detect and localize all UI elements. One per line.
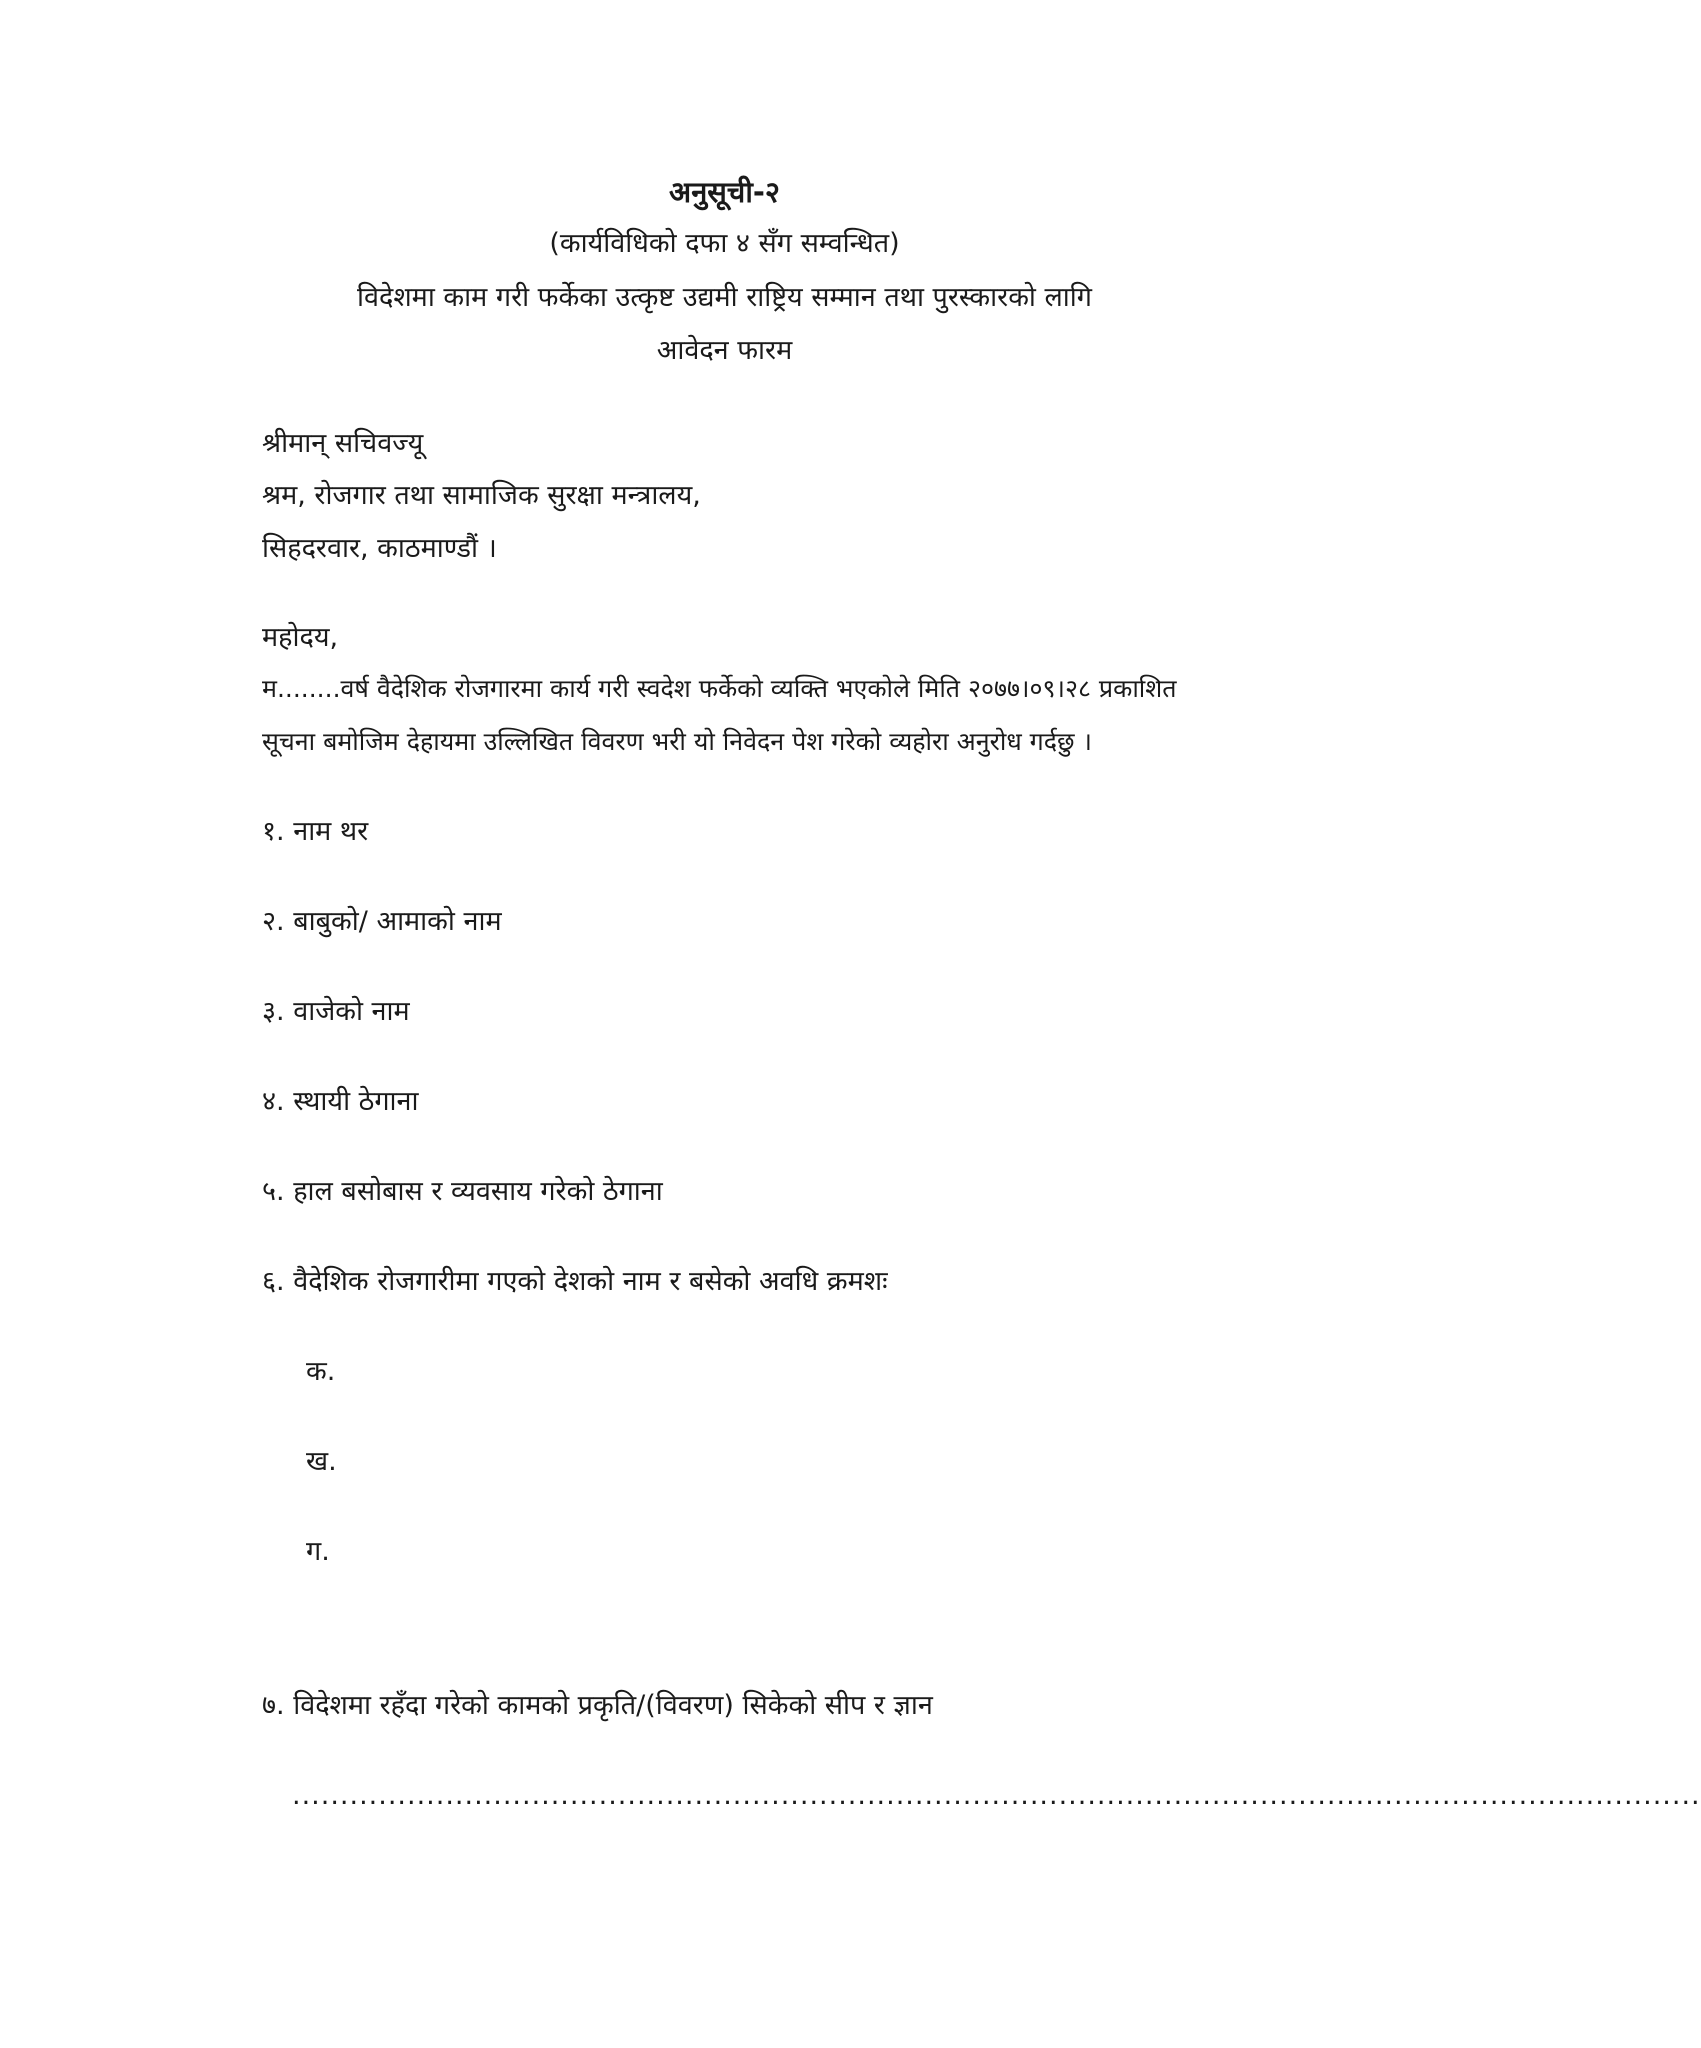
field-permanent-address: ४. स्थायी ठेगाना — [262, 1086, 419, 1117]
field-work-nature: ७. विदेशमा रहँदा गरेको कामको प्रकृति/(विवरण) सिकेको सीप र ज्ञान — [262, 1690, 933, 1721]
addressee-title: श्रीमान् सचिवज्यू — [262, 428, 424, 459]
subject-line: विदेशमा काम गरी फर्केका उत्कृष्ट उद्यमी राष्ट्रिय सम्मान तथा पुरस्कारको लागि — [356, 282, 1092, 313]
reference-note: (कार्यविधिको दफा ४ सँग सम्वन्धित) — [549, 228, 900, 259]
sub-item-ga: ग. — [306, 1536, 330, 1567]
addressee-location: सिहदरवार, काठमाण्डौं । — [262, 533, 497, 564]
field-parent-name: २. बाबुको/ आमाको नाम — [262, 906, 502, 937]
field-foreign-employment: ६. वैदेशिक रोजगारीमा गएको देशको नाम र बसेको अवधि क्रमशः — [262, 1266, 888, 1297]
body-paragraph-line-2: सूचना बमोजिम देहायमा उल्लिखित विवरण भरी यो निवेदन पेश गरेको व्यहोरा अनुरोध गर्दछु । — [262, 727, 1092, 756]
sub-item-ka: क. — [306, 1356, 336, 1387]
field-name: १. नाम थर — [262, 816, 369, 847]
dotted-answer-line: ................................................................................................................................................... — [292, 1780, 1701, 1811]
addressee-ministry: श्रम, रोजगार तथा सामाजिक सुरक्षा मन्त्रालय, — [262, 480, 701, 511]
field-current-address: ५. हाल बसोबास र व्यवसाय गरेको ठेगाना — [262, 1176, 663, 1207]
body-paragraph-line-1: म........वर्ष वैदेशिक रोजगारमा कार्य गरी स्वदेश फर्केको व्यक्ति भएकोले मिति २०७७।०९।२८ प्रकाशित — [262, 674, 1177, 703]
field-grandfather-name: ३. वाजेको नाम — [262, 996, 410, 1027]
form-name: आवेदन फारम — [656, 335, 793, 366]
sub-item-kha: ख. — [306, 1446, 337, 1477]
schedule-title: अनुसूची-२ — [669, 175, 780, 209]
salutation: महोदय, — [262, 622, 339, 653]
